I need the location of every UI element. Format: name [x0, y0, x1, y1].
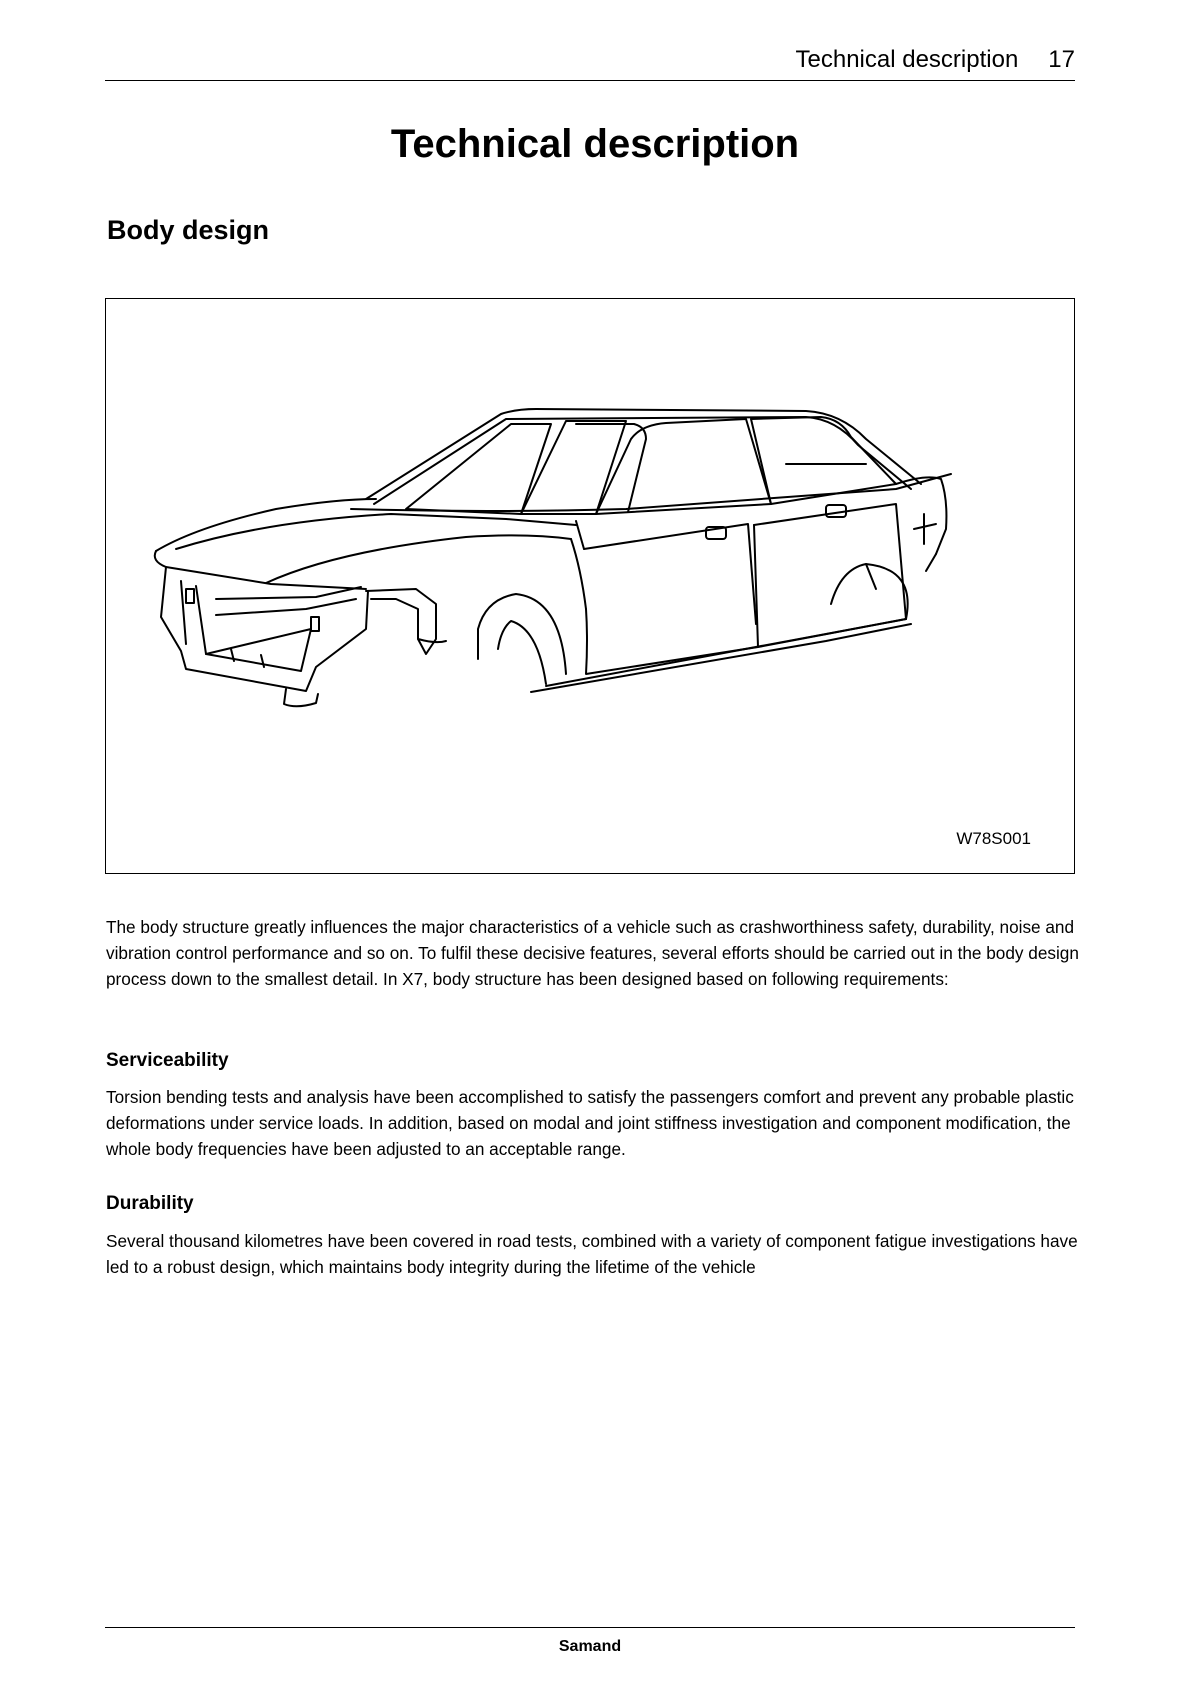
durability-heading: Durability	[106, 1193, 194, 1214]
page-footer	[105, 1627, 1075, 1655]
page-header	[105, 42, 1075, 81]
header-section-title: Technical description	[795, 46, 1019, 73]
page-title: Technical description	[390, 122, 800, 166]
car-body-shell-illustration	[106, 299, 1074, 873]
section-title: Body design	[107, 215, 270, 245]
intro-paragraph: The body structure greatly influences the major characteristics of a vehicle such as crashworthiness safety, durability, noise and vibration control performance and so on. To fulfil these decisive features, several efforts should be carried out in the body design process down to the smallest detail. In X7, body structure has been designed based on following requirements:	[106, 917, 1079, 989]
header-text	[766, 46, 1076, 74]
serviceability-text: Torsion bending tests and analysis have been accomplished to satisfy the passengers comfort and prevent any probable plastic deformations under service loads. In addition, based on modal and joint stiffness investigation and component modification, the whole body frequencies have been adjusted to an acceptable range.	[106, 1087, 1074, 1159]
figure-frame	[105, 298, 1075, 874]
page-number: 17	[1048, 46, 1075, 73]
footer-brand: Samand	[558, 1638, 622, 1655]
figure-code: W78S001	[956, 829, 1031, 848]
durability-text: Several thousand kilometres have been covered in road tests, combined with a variety of component fatigue investigations have led to a robust design, which maintains body integrity during the lifetime of the vehicle	[106, 1231, 1078, 1277]
serviceability-heading: Serviceability	[106, 1050, 229, 1071]
